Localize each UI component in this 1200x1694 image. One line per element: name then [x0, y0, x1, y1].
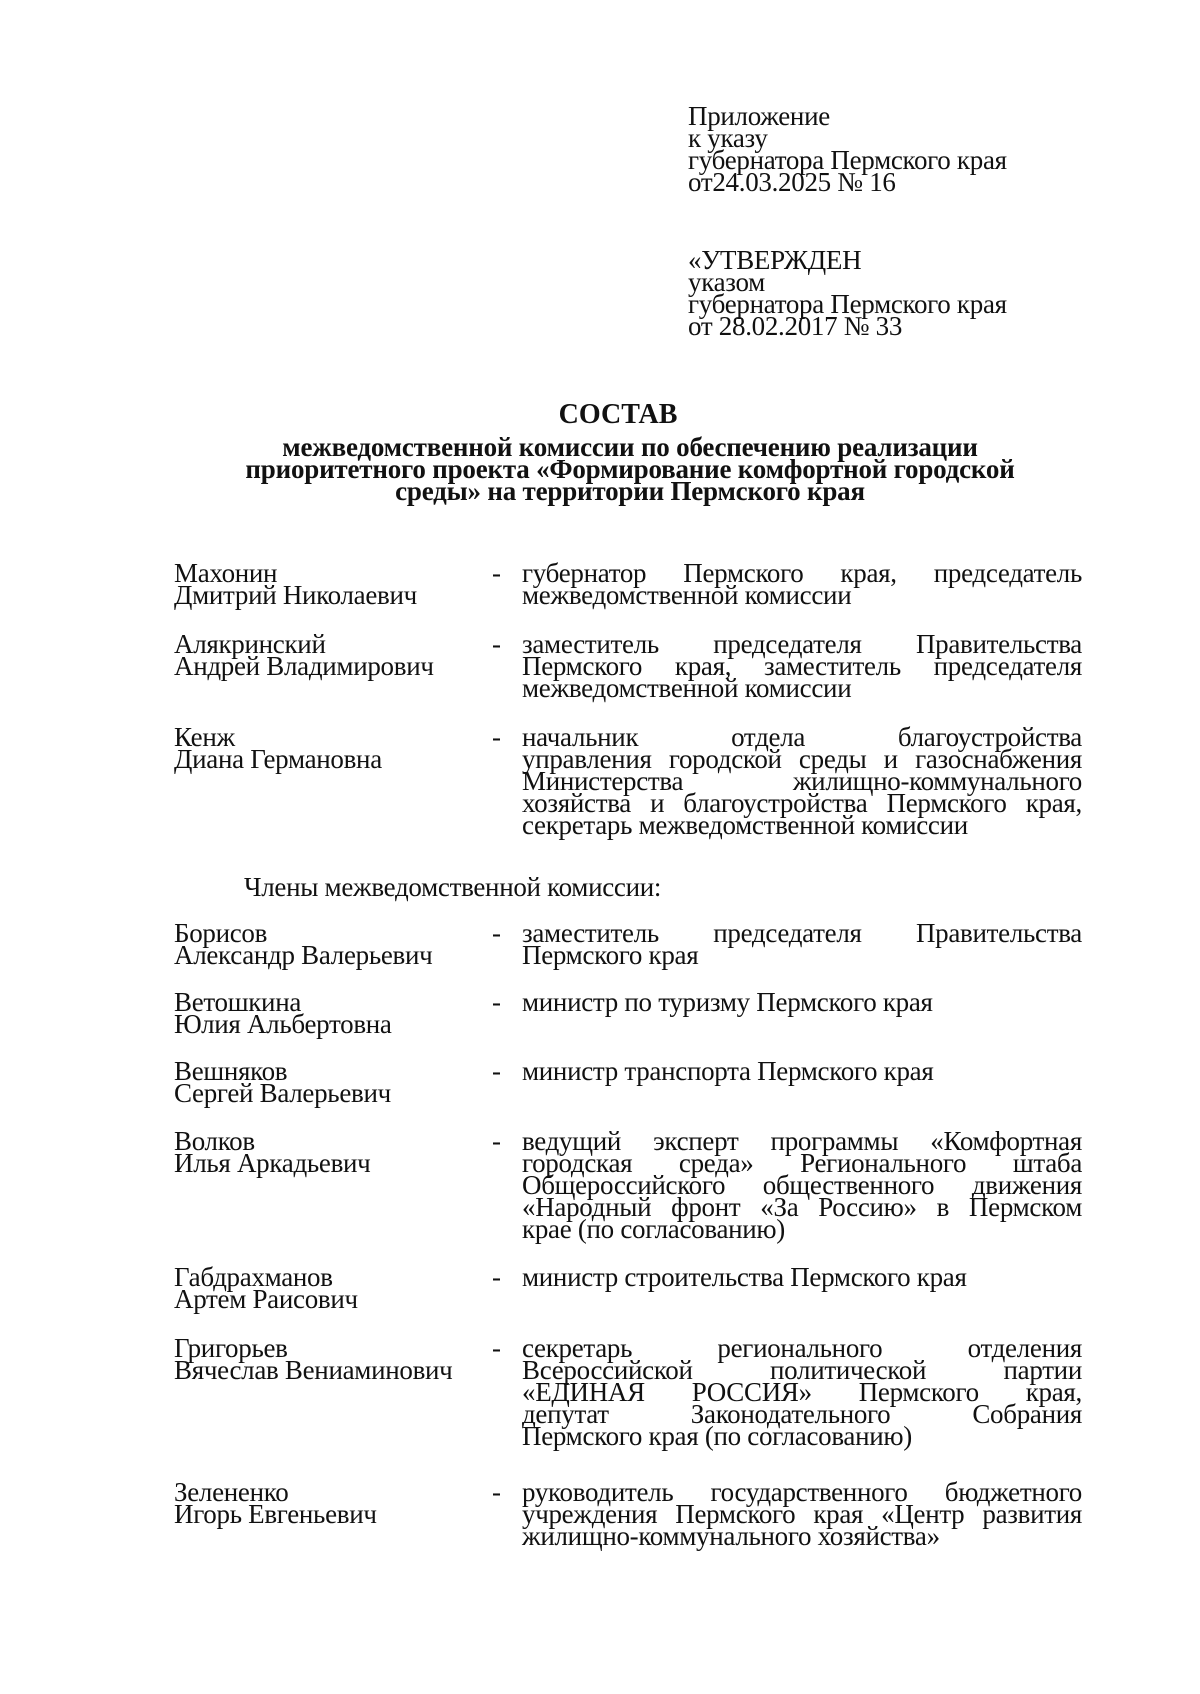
member-surname: Зелененко	[174, 1477, 289, 1507]
dash-separator: -	[492, 918, 501, 948]
member-role	[522, 629, 1082, 703]
role-line: Пермского края	[522, 940, 699, 970]
member-name	[174, 1333, 474, 1385]
member-given-names: Александр Валерьевич	[174, 940, 433, 970]
role-line: крае (по согласованию)	[522, 1214, 785, 1244]
role-line: заместитель председателя Правительства	[522, 629, 1082, 659]
appendix-line: к указу	[688, 123, 768, 153]
role-line: министр по туризму Пермского края	[522, 987, 933, 1017]
dash-separator: -	[492, 1056, 501, 1086]
dash-separator: -	[492, 722, 501, 752]
dash-separator: -	[492, 1477, 501, 1507]
member-name	[174, 1477, 474, 1529]
approval-line: губернатора Пермского края	[688, 289, 1007, 319]
member-name	[174, 987, 474, 1039]
role-line: министр строительства Пермского края	[522, 1262, 967, 1292]
member-name	[174, 1056, 474, 1108]
member-role	[522, 558, 1082, 610]
role-line: начальник отдела благоустройства	[522, 722, 1082, 752]
document-subtitle	[170, 432, 1090, 506]
appendix-header	[688, 101, 1007, 197]
role-line: «Народный фронт «За Россию» в Пермском	[522, 1192, 1082, 1222]
member-given-names: Юлия Альбертовна	[174, 1009, 392, 1039]
member-role	[522, 1056, 1082, 1086]
dash-separator: -	[492, 987, 501, 1017]
member-surname: Махонин	[174, 558, 278, 588]
member-surname: Волков	[174, 1126, 255, 1156]
role-line: «ЕДИНАЯ РОССИЯ» Пермского края,	[522, 1377, 1082, 1407]
member-given-names: Сергей Валерьевич	[174, 1078, 391, 1108]
role-line: межведомственной комиссии	[522, 673, 852, 703]
member-given-names: Артем Раисович	[174, 1284, 358, 1314]
role-line: Министерства жилищно-коммунального	[522, 766, 1082, 796]
member-role	[522, 1262, 1082, 1292]
role-line: депутат Законодательного Собрания	[522, 1399, 1082, 1429]
member-given-names: Дмитрий Николаевич	[174, 580, 417, 610]
role-line: межведомственной комиссии	[522, 580, 852, 610]
role-line: Общероссийского общественного движения	[522, 1170, 1082, 1200]
member-role	[522, 1477, 1082, 1551]
member-surname: Григорьев	[174, 1333, 288, 1363]
approval-stamp-text	[688, 245, 1007, 341]
appendix-line: Приложение	[688, 101, 830, 131]
role-line: губернатор Пермского края, председатель	[522, 558, 1082, 588]
role-line: министр транспорта Пермского края	[522, 1056, 934, 1086]
role-line: Пермского края (по согласованию)	[522, 1421, 912, 1451]
role-line: Пермского края, заместитель председателя	[522, 651, 1082, 681]
role-line: заместитель председателя Правительства	[522, 918, 1082, 948]
role-line: Всероссийской политической партии	[522, 1355, 1082, 1385]
member-role	[522, 1126, 1082, 1244]
member-surname: Борисов	[174, 918, 268, 948]
members-heading: Члены межведомственной комиссии:	[244, 872, 662, 902]
document-title: СОСТАВ	[558, 399, 678, 430]
member-given-names: Илья Аркадьевич	[174, 1148, 371, 1178]
member-name	[174, 722, 474, 774]
member-name	[174, 918, 474, 970]
role-line: городская среда» Регионального штаба	[522, 1148, 1082, 1178]
dash-separator: -	[492, 558, 501, 588]
role-line: ведущий эксперт программы «Комфортная	[522, 1126, 1082, 1156]
dash-separator: -	[492, 629, 501, 659]
dash-separator: -	[492, 1126, 501, 1156]
dash-separator: -	[492, 1262, 501, 1292]
member-role	[522, 1333, 1082, 1451]
role-line: секретарь межведомственной комиссии	[522, 810, 968, 840]
member-given-names: Вячеслав Вениаминович	[174, 1355, 453, 1385]
dash-separator: -	[492, 1333, 501, 1363]
role-line: руководитель государственного бюджетного	[522, 1477, 1082, 1507]
member-given-names: Андрей Владимирович	[174, 651, 434, 681]
subtitle-line: межведомственной комиссии по обеспечению реализации	[282, 432, 978, 462]
role-line: хозяйства и благоустройства Пермского края,	[522, 788, 1082, 818]
role-line: секретарь регионального отделения	[522, 1333, 1082, 1363]
member-surname: Алякринский	[174, 629, 326, 659]
member-given-names: Игорь Евгеньевич	[174, 1499, 377, 1529]
member-name	[174, 1262, 474, 1314]
appendix-line: губернатора Пермского края	[688, 145, 1007, 175]
member-role	[522, 987, 1082, 1017]
subtitle-line: приоритетного проекта «Формирование комфортной городской	[245, 454, 1015, 484]
member-name	[174, 558, 474, 610]
member-surname: Габдрахманов	[174, 1262, 333, 1292]
member-role	[522, 918, 1082, 970]
role-line: управления городской среды и газоснабжения	[522, 744, 1082, 774]
approval-line: от 28.02.2017 № 33	[688, 311, 903, 341]
member-surname: Ветошкина	[174, 987, 302, 1017]
member-role	[522, 722, 1082, 840]
member-surname: Вешняков	[174, 1056, 288, 1086]
role-line: жилищно-коммунального хозяйства»	[522, 1521, 940, 1551]
member-surname: Кенж	[174, 722, 235, 752]
approval-line: указом	[688, 267, 765, 297]
approval-line: «УТВЕРЖДЕН	[688, 245, 862, 275]
appendix-line: от24.03.2025 № 16	[688, 167, 896, 197]
subtitle-line: среды» на территории Пермского края	[395, 476, 865, 506]
member-name	[174, 629, 474, 681]
role-line: учреждения Пермского края «Центр развития	[522, 1499, 1082, 1529]
member-given-names: Диана Германовна	[174, 744, 382, 774]
member-name	[174, 1126, 474, 1178]
